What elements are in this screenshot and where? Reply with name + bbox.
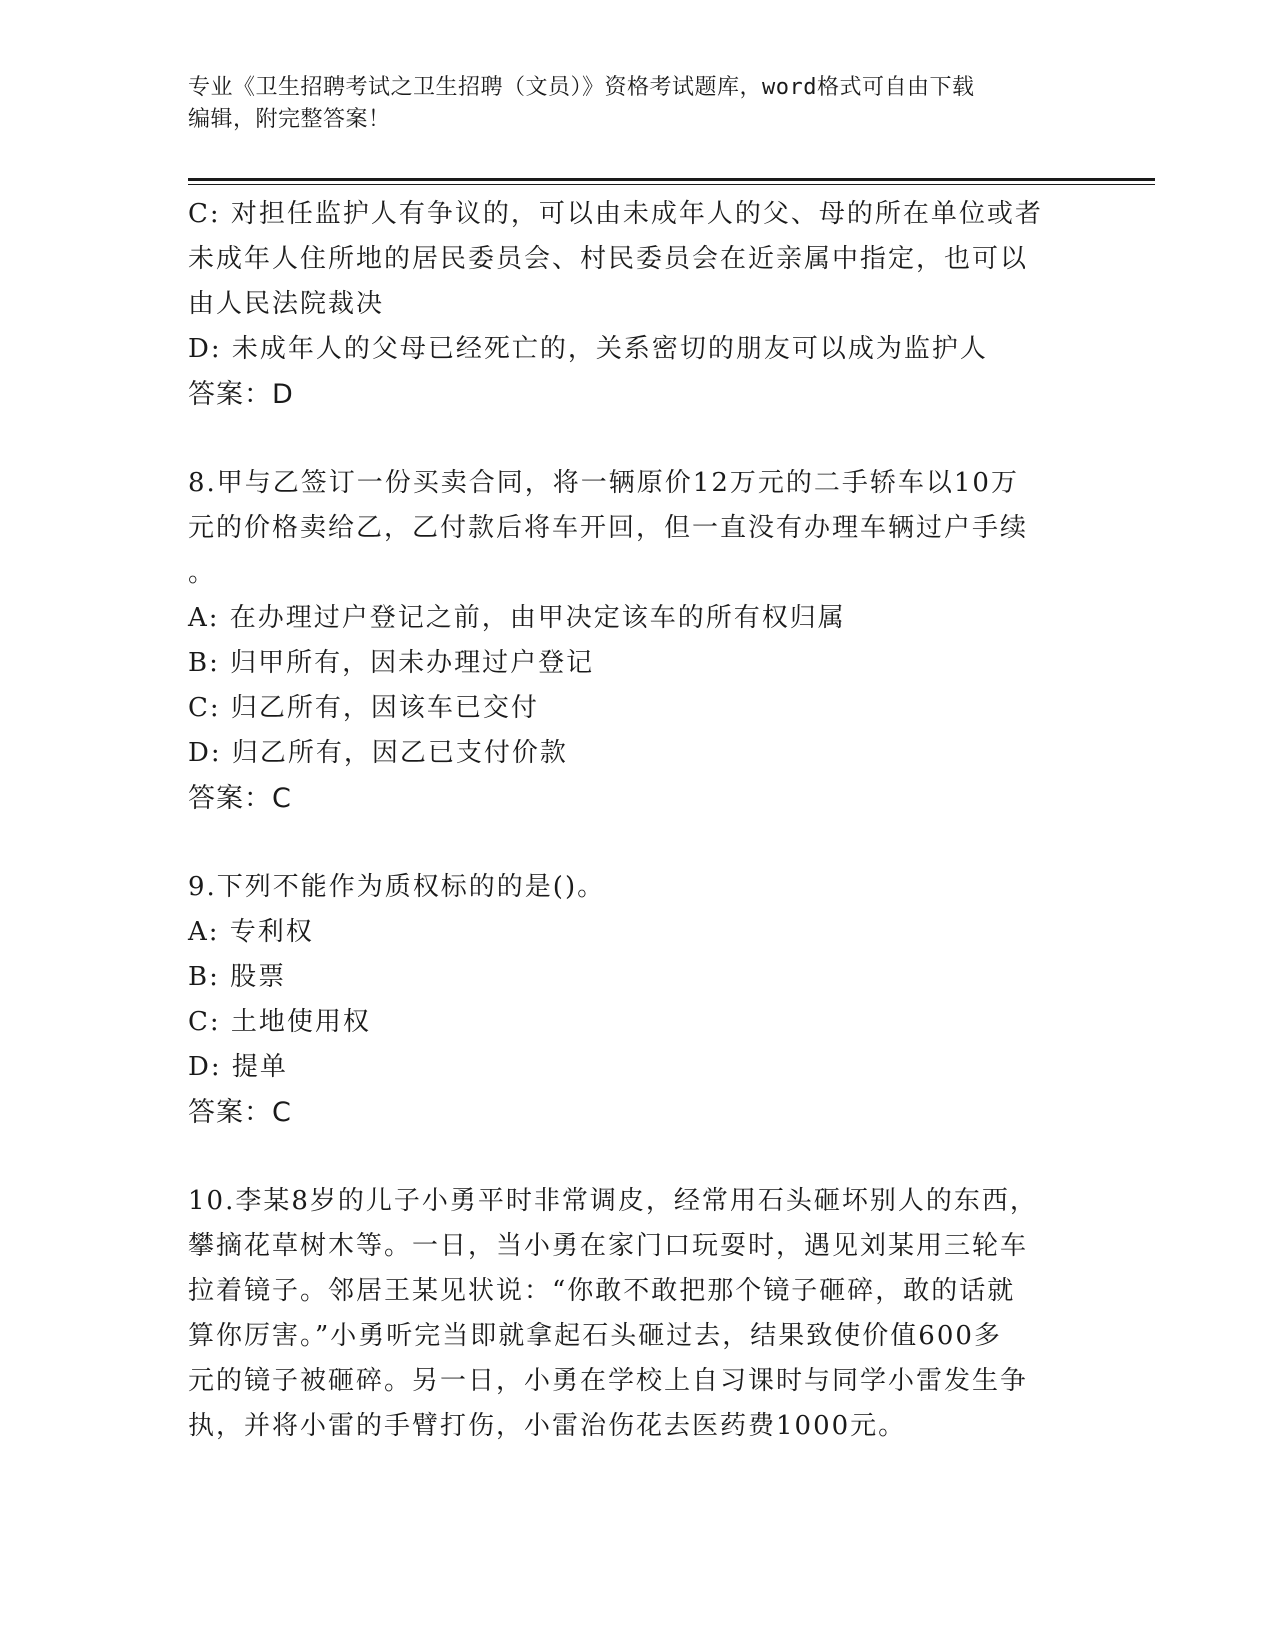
q8-answer: 答案：C xyxy=(188,783,292,814)
header-divider-thick xyxy=(188,178,1155,181)
question-7-continued xyxy=(188,192,1068,417)
q8-stem-line-3: 。 xyxy=(188,558,217,588)
q8-option-d: D: 归乙所有，因乙已支付价款 xyxy=(188,738,568,768)
header-line-2: 编辑，附完整答案！ xyxy=(188,107,391,132)
document-header xyxy=(188,72,1068,136)
q7-option-d: D: 未成年人的父母已经死亡的，关系密切的朋友可以成为监护人 xyxy=(188,334,988,364)
q10-stem-line-5: 元的镜子被砸碎。另一日，小勇在学校上自习课时与同学小雷发生争 xyxy=(188,1366,1029,1396)
question-8 xyxy=(188,461,1068,821)
q10-stem-line-2: 攀摘花草树木等。一日，当小勇在家门口玩耍时，遇见刘某用三轮车 xyxy=(188,1231,1029,1261)
question-9 xyxy=(188,865,1068,1135)
question-10 xyxy=(188,1179,1068,1449)
spacer xyxy=(188,821,1068,865)
q10-stem-line-4: 算你厉害。”小勇听完当即就拿起石头砸过去，结果致使价值600多 xyxy=(188,1321,1002,1351)
q7-option-c-line-3: 由人民法院裁决 xyxy=(188,289,385,319)
q8-option-a: A: 在办理过户登记之前，由甲决定该车的所有权归属 xyxy=(188,603,846,633)
q9-option-b: B: 股票 xyxy=(188,962,287,992)
q9-option-d: D: 提单 xyxy=(188,1052,288,1082)
q9-answer: 答案：C xyxy=(188,1097,292,1128)
q7-answer: 答案：D xyxy=(188,379,294,410)
q8-option-c: C: 归乙所有，因该车已交付 xyxy=(188,693,539,723)
spacer xyxy=(188,1135,1068,1179)
q10-stem-line-1: 10.李某8岁的儿子小勇平时非常调皮，经常用石头砸坏别人的东西， xyxy=(188,1186,1038,1216)
q8-option-b: B: 归甲所有，因未办理过户登记 xyxy=(188,648,595,678)
q7-option-c-line-1: C: 对担任监护人有争议的，可以由未成年人的父、母的所在单位或者 xyxy=(188,199,1043,229)
q8-stem-line-1: 8.甲与乙签订一份买卖合同，将一辆原价12万元的二手轿车以10万 xyxy=(188,468,1019,498)
q9-stem: 9.下列不能作为质权标的的是()。 xyxy=(188,872,606,902)
spacer xyxy=(188,417,1068,461)
q8-stem-line-2: 元的价格卖给乙，乙付款后将车开回，但一直没有办理车辆过户手续 xyxy=(188,513,1029,543)
q7-option-c-line-2: 未成年人住所地的居民委员会、村民委员会在近亲属中指定，也可以 xyxy=(188,244,1029,274)
q9-option-a: A: 专利权 xyxy=(188,917,314,947)
header-line-1: 专业《卫生招聘考试之卫生招聘（文员）》资格考试题库，word格式可自由下载 xyxy=(188,75,975,100)
q9-option-c: C: 土地使用权 xyxy=(188,1007,371,1037)
document-body xyxy=(188,192,1068,1449)
q10-stem-line-6: 执，并将小雷的手臂打伤，小雷治伤花去医药费1000元。 xyxy=(188,1411,907,1441)
q10-stem-line-3: 拉着镜子。邻居王某见状说：“你敢不敢把那个镜子砸碎，敢的话就 xyxy=(188,1276,1016,1306)
header-divider-thin xyxy=(188,184,1155,185)
